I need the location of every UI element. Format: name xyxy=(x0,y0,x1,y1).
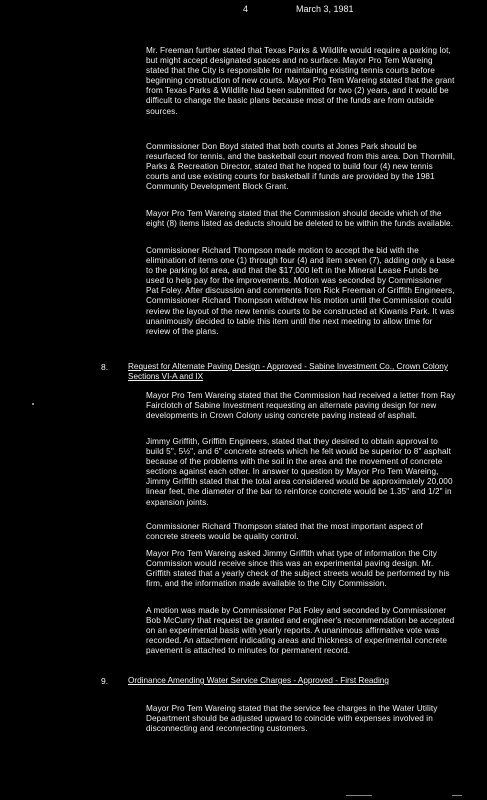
paragraph-parking-lot: Mr. Freeman further stated that Texas Parks & Wildlife would require a parking lot, but might accept designated spaces and no surface. Mayor Pro Tem Wareing stated that the City is responsible for maintaining existing tennis courts before beginning construction of new courts. Mayor Pro Tem Wareing stated that the grant from Texas Parks & Wildlife had been submitted for two (2) years, and it would be difficult to change the basic plans because most of the funds are from outside sources. xyxy=(146,46,455,116)
paragraph-experimental-info: Mayor Pro Tem Wareing asked Jimmy Griffith what type of information the City Commission would receive since this was an experimental paving design. Mr. Griffith stated that a yearly check of the subject streets would be performed by his firm, and the information made available to the City Commission. xyxy=(146,549,450,589)
footer-mark xyxy=(452,795,462,796)
paragraph-deducts: Mayor Pro Tem Wareing stated that the Commission should decide which of the eight (8) items listed as deducts should be deleted to be within the funds available. xyxy=(146,209,454,229)
paragraph-motion-bid: Commissioner Richard Thompson made motion to accept the bid with the elimination of items one (1) through four (4) and item seven (7), adding only a base to the parking lot area, and that the $17,000 left in the Mineral Lease Funds be used to help pay for the improvements. Motion was seconded by Commissioner Pat Foley. After discussion and comments from Rick Freeman of Griffith Engineers, Commissioner Richard Thompson withdrew his motion until the Commission could review the layout of the new tennis courts to be constructed at Kiwanis Park. It was unanimously decided to table this item until the next meeting to allow time for review of the plans. xyxy=(146,246,455,336)
item-number-9: 9. xyxy=(101,676,109,686)
paragraph-quality-control: Commissioner Richard Thompson stated that the most important aspect of concrete streets would be quality control. xyxy=(146,522,423,542)
paragraph-jones-park: Commissioner Don Boyd stated that both courts at Jones Park should be resurfaced for tennis, and the basketball court moved from this area. Don Thornhill, Parks & Recreation Director, stated that he hoped to build four (4) new tennis courts and use existing courts for basketball if funds are provided by the 1981 Community Development Block Grant. xyxy=(146,142,456,192)
footer-mark xyxy=(346,795,372,796)
page-number: 4 xyxy=(243,4,249,14)
paragraph-griffith-streets: Jimmy Griffith, Griffith Engineers, stated that they desired to obtain approval to build 5", 5½", and 6" concrete streets which he felt would be superior to 8" asphalt because of the problems with the soil in the area and the movement of concrete sections against each other. In answer to question by Mayor Pro Tem Wareing, Jimmy Griffith stated that the total area considered would be approximately 20,000 linear feet, the diameter of the bar to reinforce concrete would be 1.35" and 1/2" in expansion joints. xyxy=(146,437,453,507)
item-heading-paving: Request for Alternate Paving Design - Approved - Sabine Investment Co., Crown Colony Sections VI-A and IX xyxy=(128,362,448,381)
meeting-date: March 3, 1981 xyxy=(296,4,354,14)
paragraph-motion-paving: A motion was made by Commissioner Pat Foley and seconded by Commissioner Bob McCurry that request be granted and engineer's recommendation be accepted on an experimental basis with yearly reports. A unanimous affirmative vote was recorded. An attachment indicating areas and thickness of experimental concrete pavement is attached to minutes for permanent record. xyxy=(146,606,455,656)
page-header xyxy=(0,2,487,16)
item-number-8: 8. xyxy=(101,362,109,372)
paragraph-sabine-letter: Mayor Pro Tem Wareing stated that the Commission had received a letter from Ray Fairclotch of Sabine Investment requesting an alternate paving design for new developments in Crown Colony using concrete paving instead of asphalt. xyxy=(146,391,456,421)
margin-mark xyxy=(32,403,34,405)
paragraph-service-fee: Mayor Pro Tem Wareing stated that the service fee charges in the Water Utility Department should be adjusted upward to coincide with expenses involved in disconnecting and reconnecting customers. xyxy=(146,704,438,734)
item-heading-water: Ordinance Amending Water Service Charges - Approved - First Reading xyxy=(128,676,389,685)
